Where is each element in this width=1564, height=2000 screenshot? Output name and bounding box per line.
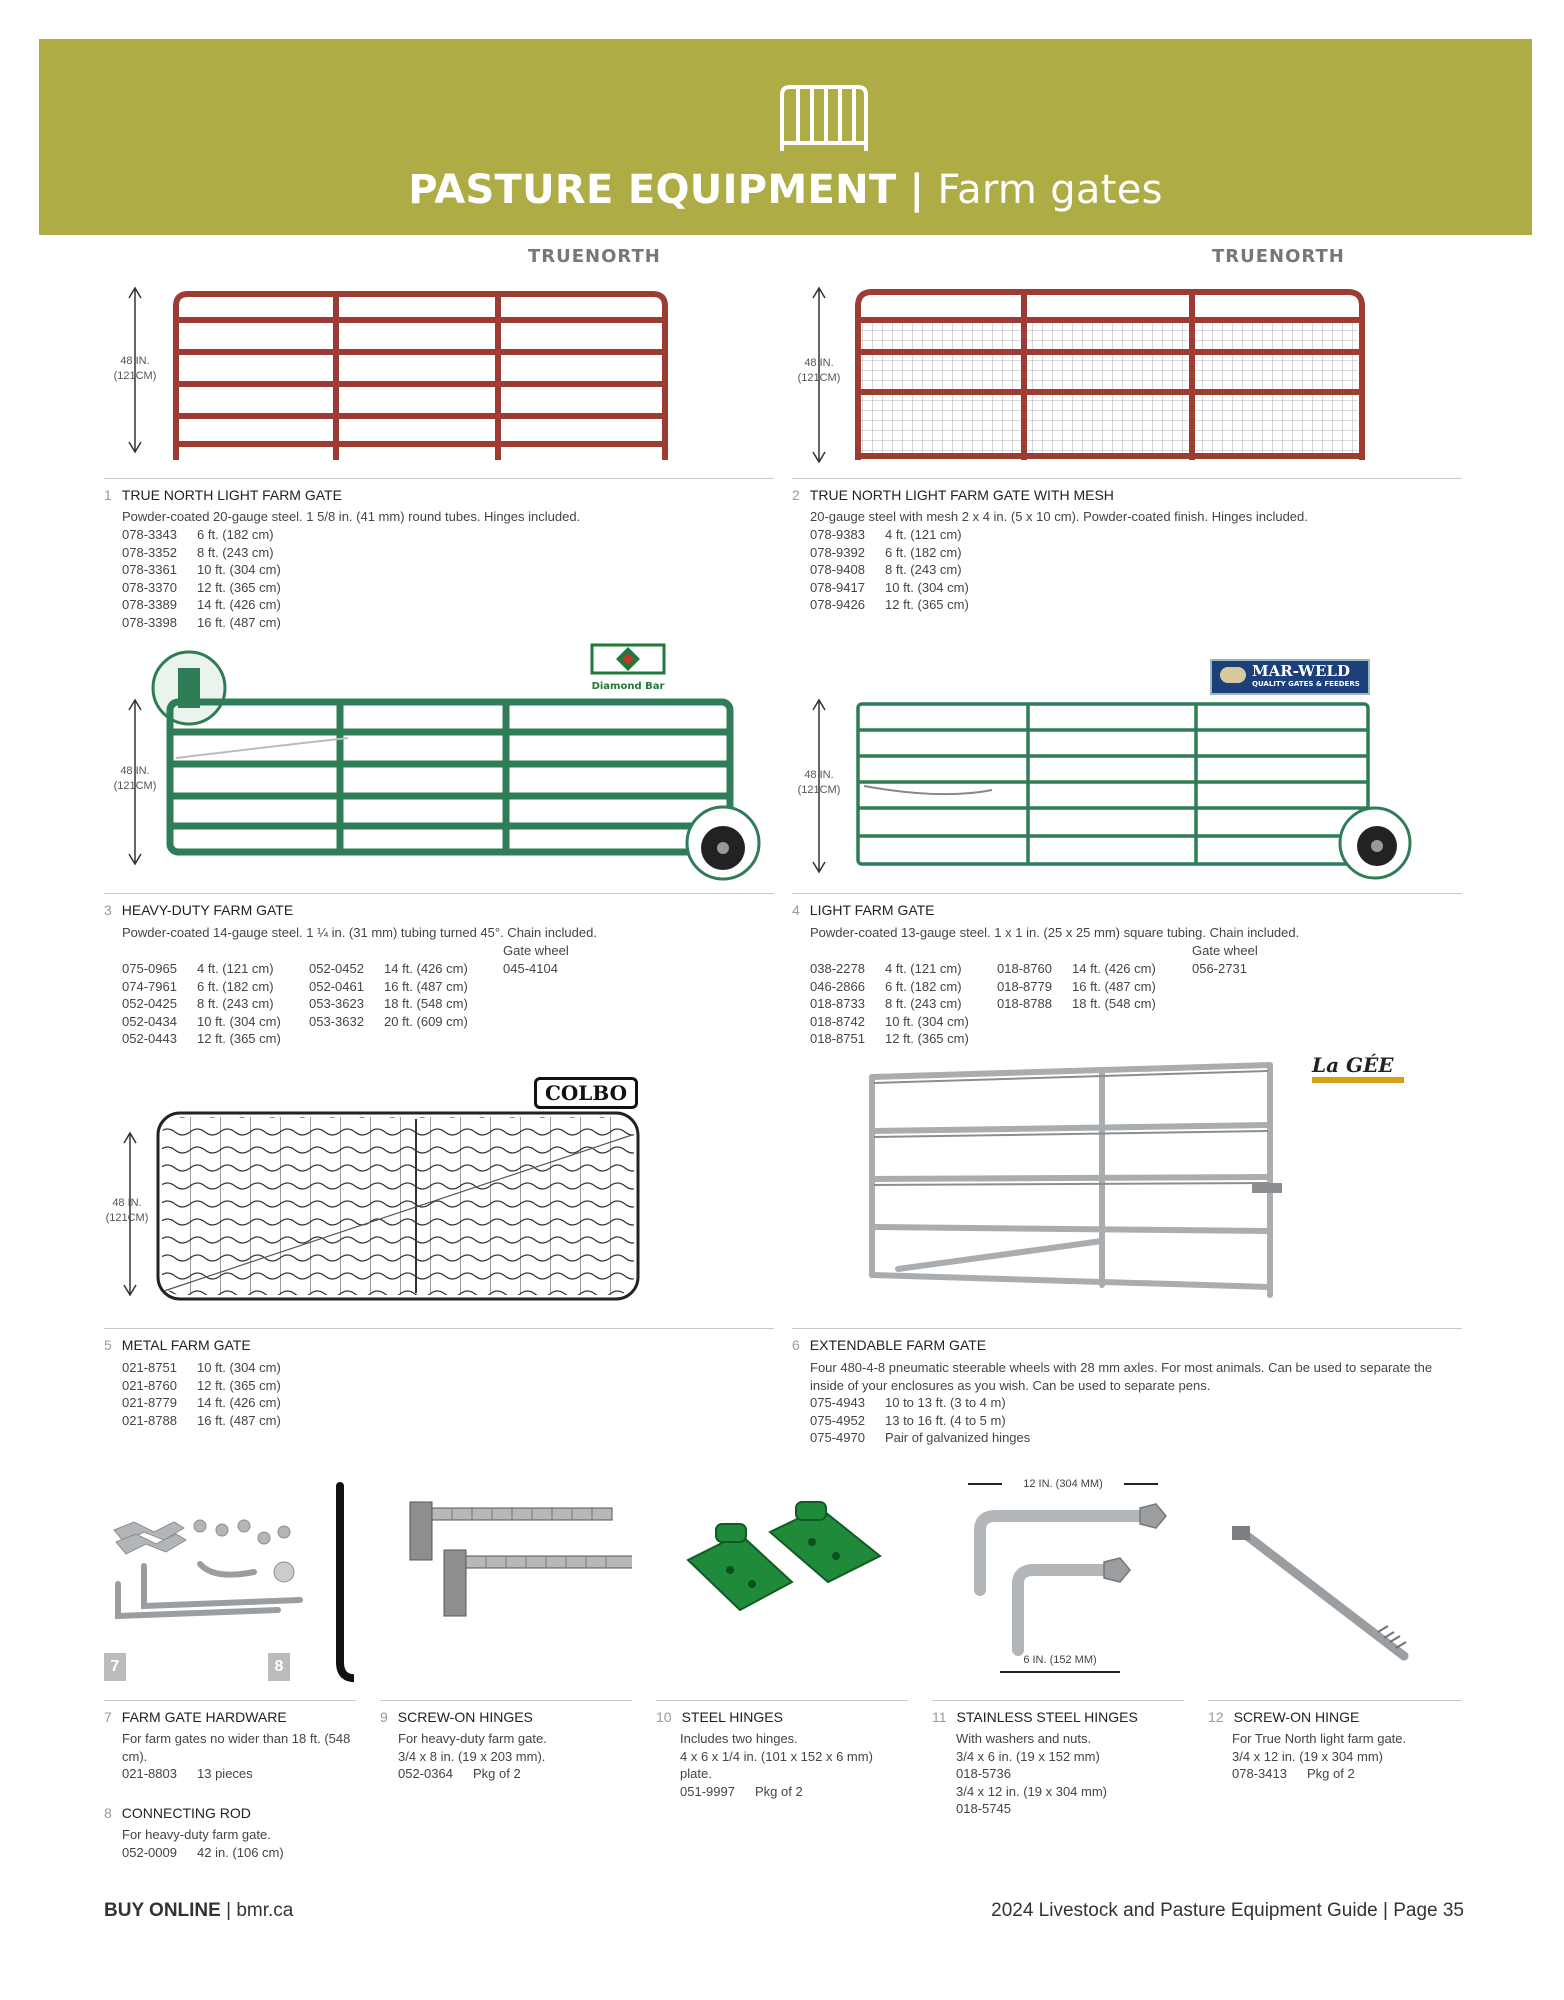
product-desc-11 — [956, 1730, 1196, 1818]
product-row — [810, 1412, 1030, 1430]
lagee-underline — [1312, 1077, 1404, 1083]
product-name: METAL FARM GATE — [121, 1337, 251, 1353]
gate-wheel-4 — [1192, 942, 1258, 977]
product-size: 10 ft. (304 cm) — [197, 1360, 281, 1375]
divider — [104, 893, 774, 894]
page-title-separator: | — [909, 167, 925, 213]
product-desc-3: Powder-coated 14-gauge steel. 1 ¼ in. (31 mm) tubing turned 45°. Chain included. — [122, 925, 597, 940]
product-line: 3/4 x 12 in. (19 x 304 mm) — [1232, 1748, 1384, 1764]
product-row — [398, 1765, 638, 1783]
product-size: 4 ft. (121 cm) — [885, 527, 962, 542]
divider — [104, 1700, 356, 1701]
product-code: 046-2866 — [810, 978, 865, 994]
dimension-line1: 48 IN. — [120, 765, 150, 777]
product-qty: 42 in. (106 cm) — [197, 1844, 284, 1860]
product-row — [810, 579, 969, 597]
steel-hinges-image — [680, 1490, 900, 1640]
product-row — [122, 1030, 281, 1048]
product-row — [309, 960, 468, 978]
product-size: 8 ft. (243 cm) — [197, 544, 274, 560]
divider — [1208, 1700, 1462, 1701]
product-code: 052-0009 — [122, 1844, 177, 1860]
dimension-line1: 48 IN. — [120, 355, 150, 367]
product-size: 6 ft. (182 cm) — [885, 544, 962, 560]
product-size: 12 ft. (365 cm) — [197, 1031, 281, 1046]
colbo-logo: COLBO — [534, 1077, 638, 1109]
product-row — [810, 960, 969, 978]
product-code: 078-9408 — [810, 562, 865, 577]
product-row — [122, 1844, 362, 1862]
product-desc-7 — [122, 1730, 352, 1783]
heavy-duty-gate-image — [108, 648, 768, 888]
product-name: LIGHT FARM GATE — [809, 902, 935, 918]
site-link[interactable]: bmr.ca — [236, 1900, 294, 1921]
dimension-line2: (121CM) — [105, 1212, 149, 1224]
product-code: 052-0461 — [309, 978, 364, 994]
product-row — [810, 544, 969, 562]
product-qty: 13 pieces — [197, 1766, 253, 1781]
divider — [792, 478, 1462, 479]
product-code: 074-7961 — [122, 978, 177, 994]
product-name: TRUE NORTH LIGHT FARM GATE WITH MESH — [809, 487, 1114, 503]
product-row — [122, 614, 281, 632]
buy-online-link[interactable]: BUY ONLINE — [104, 1900, 221, 1921]
product-number: 11 — [932, 1709, 947, 1725]
product-code: 051-9997 — [680, 1783, 735, 1799]
product-size: 10 ft. (304 cm) — [885, 1013, 969, 1029]
product-row — [997, 978, 1156, 996]
product-row — [122, 978, 281, 996]
product-number: 6 — [792, 1337, 800, 1353]
diamond-bar-label: Diamond Bar — [591, 681, 665, 692]
product-row — [810, 1030, 969, 1048]
stainless-hinges-image — [960, 1500, 1180, 1660]
product-title-3 — [104, 902, 293, 918]
dimension-label-3 — [108, 764, 162, 794]
product-title-4 — [792, 902, 935, 918]
gate-wheel-3 — [503, 942, 569, 977]
product-row — [810, 978, 969, 996]
product-size: 16 ft. (487 cm) — [197, 1412, 281, 1428]
product-desc-8 — [122, 1826, 362, 1861]
gate-wheel-code: 056-2731 — [1192, 960, 1247, 976]
product-name: SCREW-ON HINGE — [1233, 1709, 1360, 1725]
metal-gate-image — [100, 1105, 660, 1305]
product-name: STAINLESS STEEL HINGES — [956, 1709, 1138, 1725]
dimension-line2: (121CM) — [797, 784, 841, 796]
divider — [792, 1328, 1462, 1329]
product-size: 14 ft. (426 cm) — [384, 961, 468, 976]
product-code: 018-8788 — [997, 996, 1052, 1011]
product-row — [810, 526, 969, 544]
product-qty: Pkg of 2 — [473, 1766, 521, 1781]
dimension-label-2 — [792, 356, 846, 386]
product-row — [309, 1013, 468, 1031]
product-rows-6 — [810, 1394, 1030, 1447]
product-title-12 — [1208, 1709, 1359, 1725]
product-row — [122, 1377, 281, 1395]
product-line: 3/4 x 12 in. (19 x 304 mm) — [956, 1783, 1108, 1799]
product-code: 078-3413 — [1232, 1766, 1287, 1781]
product-row — [1232, 1765, 1462, 1783]
product-title-5 — [104, 1337, 251, 1353]
product-number: 9 — [380, 1709, 388, 1725]
product-name: TRUE NORTH LIGHT FARM GATE — [121, 487, 342, 503]
product-title-9 — [380, 1709, 533, 1725]
product-title-8 — [104, 1805, 251, 1821]
product-row — [122, 1765, 352, 1783]
product-line: plate. — [680, 1766, 712, 1781]
product-size: 20 ft. (609 cm) — [384, 1013, 468, 1029]
product-size: 4 ft. (121 cm) — [885, 961, 962, 976]
product-size: 6 ft. (182 cm) — [197, 978, 274, 994]
product-code: 038-2278 — [810, 961, 865, 976]
product-size: 16 ft. (487 cm) — [1072, 978, 1156, 994]
footer-left — [104, 1900, 293, 1922]
gate-icon — [778, 81, 870, 155]
product-rows-3a — [122, 960, 281, 1048]
product-title-2 — [792, 487, 1114, 503]
product-qty: Pkg of 2 — [1307, 1766, 1355, 1781]
product-code: 052-0452 — [309, 961, 364, 976]
product-code: 078-9383 — [810, 527, 865, 542]
dimension-line1: 48 IN. — [112, 1197, 142, 1209]
product-desc-6: Four 480-4-8 pneumatic steerable wheels with 28 mm axles. For most animals. Can be used to separate the inside of your enclosures as you wish. Can be used to separate pens. — [810, 1360, 1433, 1393]
product-row — [122, 1013, 281, 1031]
product-number: 1 — [104, 487, 112, 503]
product-row — [810, 561, 969, 579]
product-size: 18 ft. (548 cm) — [384, 996, 468, 1011]
product-desc-9 — [398, 1730, 638, 1783]
product-code: 052-0364 — [398, 1766, 453, 1781]
dimension-line2: (121CM) — [797, 372, 841, 384]
product-rows-2 — [810, 526, 969, 614]
product-code: 021-8779 — [122, 1395, 177, 1410]
product-row — [122, 1394, 281, 1412]
product-row — [810, 596, 969, 614]
product-row — [122, 544, 281, 562]
product-line: For heavy-duty farm gate. — [398, 1731, 547, 1746]
product-line: Includes two hinges. — [680, 1731, 798, 1746]
product-name: FARM GATE HARDWARE — [121, 1709, 287, 1725]
product-qty: Pkg of 2 — [755, 1783, 803, 1799]
gate-wheel-label: Gate wheel — [1192, 943, 1258, 958]
product-code: 018-8733 — [810, 996, 865, 1011]
product-number: 4 — [792, 902, 800, 918]
dimension-line2: (121CM) — [113, 370, 157, 382]
product-size: 14 ft. (426 cm) — [1072, 961, 1156, 976]
product-code: 053-3632 — [309, 1013, 364, 1029]
product-size: 12 ft. (365 cm) — [197, 1377, 281, 1393]
product-row — [309, 978, 468, 996]
product-size: 8 ft. (243 cm) — [197, 996, 274, 1011]
brand-true-north-logo-2: TRUENORTH — [1212, 246, 1345, 267]
product-row — [810, 995, 969, 1013]
product-code: 078-9417 — [810, 579, 865, 595]
product-number: 8 — [104, 1805, 112, 1821]
product-name: STEEL HINGES — [681, 1709, 783, 1725]
product-code: 018-8751 — [810, 1031, 865, 1046]
divider — [792, 893, 1462, 894]
dim-top-label: 12 IN. (304 MM) — [1023, 1478, 1103, 1490]
product-code: 018-8760 — [997, 961, 1052, 976]
product-code: 075-0965 — [122, 961, 177, 976]
product-name: HEAVY-DUTY FARM GATE — [121, 902, 294, 918]
product-rows-4a — [810, 960, 969, 1048]
product-code: 021-8760 — [122, 1377, 177, 1393]
product-title-7 — [104, 1709, 287, 1725]
product-row — [680, 1783, 920, 1801]
dimension-label-5 — [100, 1196, 154, 1226]
product-rows-4b — [997, 960, 1156, 1013]
product-number: 7 — [104, 1709, 112, 1725]
footer-separator: | — [226, 1900, 232, 1921]
dimension-12in — [968, 1478, 1158, 1490]
page-header — [39, 39, 1532, 235]
product-size: 10 ft. (304 cm) — [197, 1013, 281, 1029]
image-tag-8: 8 — [268, 1653, 290, 1681]
product-code: 052-0443 — [122, 1031, 177, 1046]
product-row — [810, 1429, 1030, 1447]
product-code: 075-4952 — [810, 1412, 865, 1428]
product-number: 5 — [104, 1337, 112, 1353]
page-number: Page 35 — [1393, 1900, 1464, 1921]
extendable-gate-image — [858, 1055, 1298, 1305]
screw-on-hinges-image — [392, 1490, 632, 1650]
product-size: 10 ft. (304 cm) — [197, 562, 281, 577]
gate-wheel-label: Gate wheel — [503, 943, 569, 958]
product-code: 078-3389 — [122, 597, 177, 612]
product-row — [810, 1013, 969, 1031]
divider — [932, 1700, 1184, 1701]
product-line: For True North light farm gate. — [1232, 1731, 1407, 1746]
dimension-label — [108, 354, 162, 384]
lagee-logo — [1312, 1053, 1404, 1085]
product-code: 018-8779 — [997, 978, 1052, 994]
product-size: 4 ft. (121 cm) — [197, 961, 274, 976]
product-code: 052-0434 — [122, 1013, 177, 1029]
lagee-name: La GÉE — [1312, 1053, 1394, 1077]
product-title-1 — [104, 487, 342, 503]
marweld-sub: QUALITY GATES & FEEDERS — [1252, 680, 1360, 688]
divider — [380, 1700, 632, 1701]
marweld-name: MAR-WELD — [1252, 662, 1350, 680]
product-line: 4 x 6 x 1/4 in. (101 x 152 x 6 mm) — [680, 1748, 873, 1764]
product-number: 3 — [104, 902, 112, 918]
product-row — [122, 1412, 281, 1430]
product-code: 018-8742 — [810, 1013, 865, 1029]
product-size: 8 ft. (243 cm) — [885, 562, 962, 577]
product-row — [122, 995, 281, 1013]
product-row — [997, 960, 1156, 978]
product-code: 053-3623 — [309, 996, 364, 1011]
product-size: 10 ft. (304 cm) — [885, 579, 969, 595]
product-code: 078-3343 — [122, 527, 177, 542]
product-row — [122, 960, 281, 978]
product-row — [122, 1359, 281, 1377]
product-size: 6 ft. (182 cm) — [885, 978, 962, 994]
screw-on-hinge-image — [1228, 1520, 1428, 1670]
dimension-label-4 — [792, 768, 846, 798]
product-code: 075-4970 — [810, 1430, 865, 1445]
product-line: For heavy-duty farm gate. — [122, 1827, 271, 1842]
product-row — [997, 995, 1156, 1013]
product-size: 12 ft. (365 cm) — [885, 1031, 969, 1046]
product-code: 078-3361 — [122, 562, 177, 577]
product-desc-2: 20-gauge steel with mesh 2 x 4 in. (5 x 10 cm). Powder-coated finish. Hinges included. — [810, 509, 1308, 524]
product-line: For farm gates no wider than 18 ft. (548 cm). — [122, 1731, 351, 1764]
dimension-6in: 6 IN. (152 MM) — [1023, 1654, 1097, 1666]
product-line: 3/4 x 8 in. (19 x 203 mm). — [398, 1748, 546, 1764]
product-size: 16 ft. (487 cm) — [197, 614, 281, 630]
true-north-mesh-gate-image — [792, 280, 1392, 470]
product-code: 018-5745 — [956, 1801, 1011, 1816]
product-code: 075-4943 — [810, 1395, 865, 1410]
page-title-bold: PASTURE EQUIPMENT — [408, 167, 897, 213]
product-rows-1 — [122, 526, 281, 631]
page-title — [39, 167, 1532, 213]
product-code: 078-3370 — [122, 579, 177, 595]
product-desc-1: Powder-coated 20-gauge steel. 1 5/8 in. (41 mm) round tubes. Hinges included. — [122, 509, 581, 524]
product-number: 12 — [1208, 1709, 1224, 1725]
product-row — [122, 526, 281, 544]
product-code: 078-3352 — [122, 544, 177, 560]
product-code: 021-8751 — [122, 1360, 177, 1375]
product-code: 078-9426 — [810, 597, 865, 612]
product-size: 8 ft. (243 cm) — [885, 996, 962, 1011]
product-size: 13 to 16 ft. (4 to 5 m) — [885, 1412, 1006, 1428]
product-code: 052-0425 — [122, 996, 177, 1011]
product-code: 021-8788 — [122, 1412, 177, 1428]
product-name: EXTENDABLE FARM GATE — [809, 1337, 987, 1353]
product-size: 6 ft. (182 cm) — [197, 527, 274, 542]
product-size: 12 ft. (365 cm) — [885, 597, 969, 612]
product-title-10 — [656, 1709, 783, 1725]
footer-right — [991, 1900, 1464, 1922]
dimension-6in-line — [1000, 1671, 1120, 1673]
true-north-light-gate-image — [108, 280, 678, 470]
product-size: 16 ft. (487 cm) — [384, 978, 468, 994]
product-rows-5 — [122, 1359, 281, 1429]
guide-title: 2024 Livestock and Pasture Equipment Guide — [991, 1900, 1378, 1921]
product-row — [122, 579, 281, 597]
product-code: 078-3398 — [122, 614, 177, 630]
product-size: 14 ft. (426 cm) — [197, 597, 281, 612]
farm-gate-hardware-image — [104, 1480, 354, 1700]
product-code: 078-9392 — [810, 544, 865, 560]
product-size: 14 ft. (426 cm) — [197, 1395, 281, 1410]
product-code: 018-5736 — [956, 1766, 1011, 1781]
product-line: With washers and nuts. — [956, 1731, 1092, 1746]
product-desc-12 — [1232, 1730, 1462, 1783]
image-tag-7: 7 — [104, 1653, 126, 1681]
product-row — [309, 995, 468, 1013]
gate-wheel-code: 045-4104 — [503, 960, 558, 976]
product-size: 10 to 13 ft. (3 to 4 m) — [885, 1395, 1006, 1410]
dimension-line1: 48 IN. — [804, 769, 834, 781]
product-desc-10 — [680, 1730, 920, 1800]
product-title-11 — [932, 1709, 1138, 1725]
light-gate-image — [792, 690, 1412, 890]
product-row — [122, 596, 281, 614]
dimension-line1: 48 IN. — [804, 357, 834, 369]
page-title-light: Farm gates — [937, 167, 1163, 213]
sheep-icon — [1220, 667, 1246, 683]
product-row — [810, 1394, 1030, 1412]
product-line: 3/4 x 6 in. (19 x 152 mm) — [956, 1748, 1100, 1764]
product-name: CONNECTING ROD — [121, 1805, 251, 1821]
product-size: 12 ft. (365 cm) — [197, 579, 281, 595]
product-name: SCREW-ON HINGES — [397, 1709, 533, 1725]
product-number: 2 — [792, 487, 800, 503]
product-number: 10 — [656, 1709, 672, 1725]
product-row — [122, 561, 281, 579]
product-size: Pair of galvanized hinges — [885, 1430, 1031, 1445]
product-rows-3b — [309, 960, 468, 1030]
brand-true-north-logo: TRUENORTH — [528, 246, 661, 267]
divider — [656, 1700, 908, 1701]
product-desc-4: Powder-coated 13-gauge steel. 1 x 1 in. (25 x 25 mm) square tubing. Chain included. — [810, 925, 1300, 940]
product-code: 021-8803 — [122, 1766, 177, 1781]
footer-separator: | — [1382, 1900, 1388, 1921]
product-title-6 — [792, 1337, 986, 1353]
product-size: 18 ft. (548 cm) — [1072, 996, 1156, 1011]
divider — [104, 478, 774, 479]
dimension-line2: (121CM) — [113, 780, 157, 792]
divider — [104, 1328, 774, 1329]
